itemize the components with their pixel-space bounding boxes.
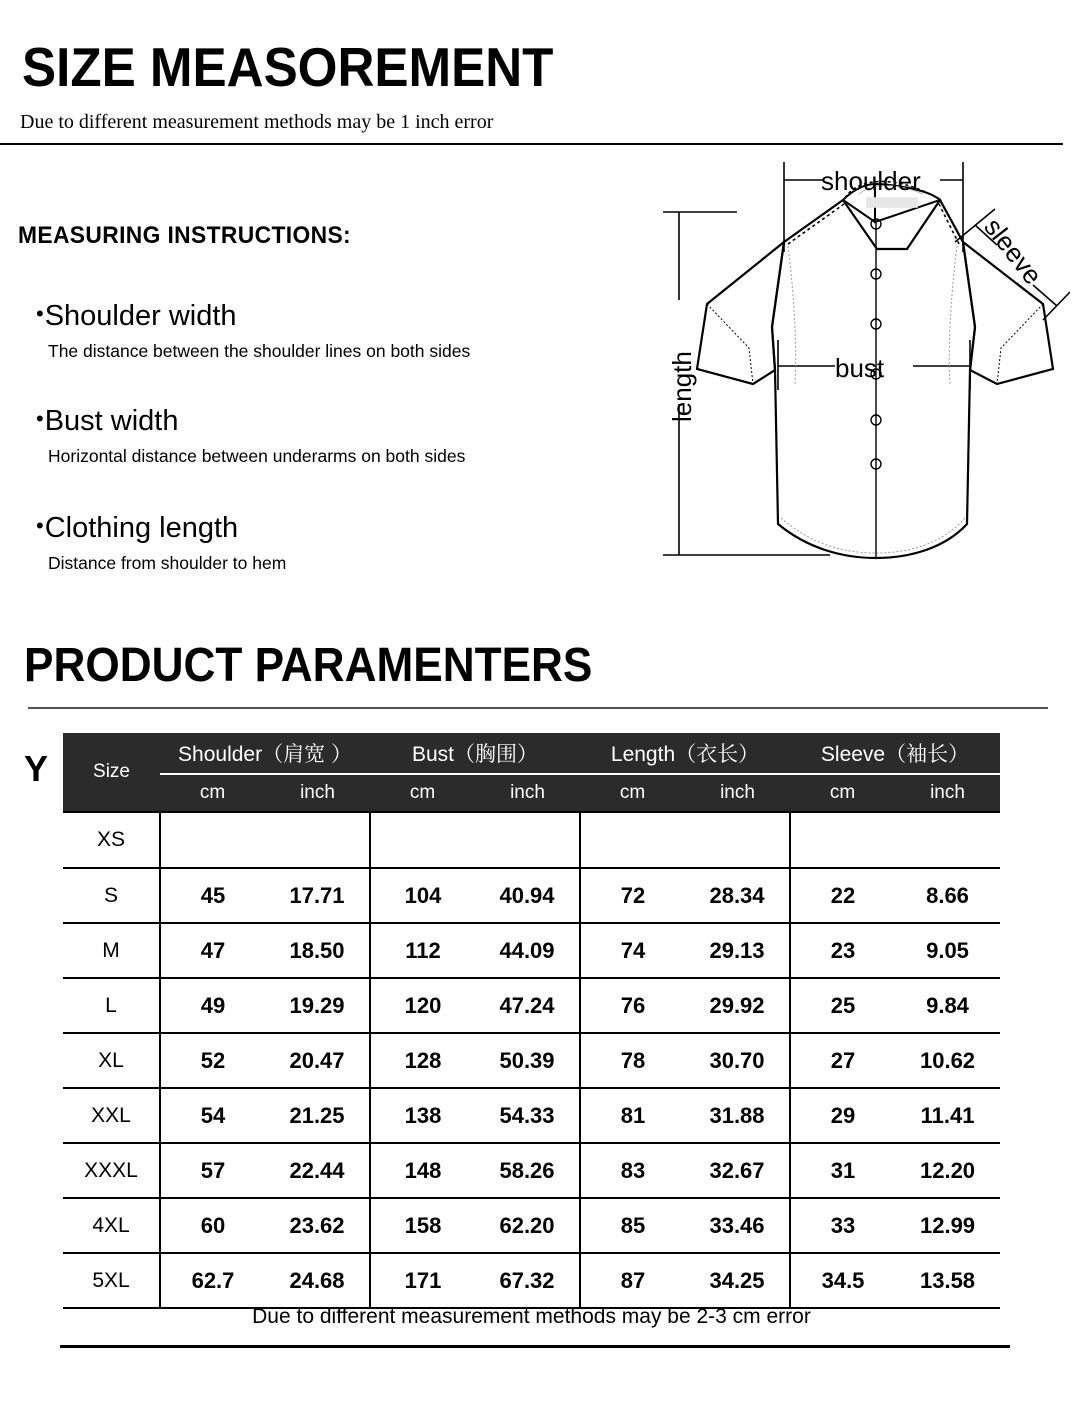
cell-length-cm: 76 <box>580 978 685 1033</box>
cell-sleeve-inch: 12.99 <box>895 1198 1000 1253</box>
hem-seam <box>781 518 965 553</box>
cell-length-inch <box>685 812 790 868</box>
cell-size: XS <box>63 812 160 868</box>
left-sleeve-cuff <box>707 304 753 384</box>
cell-shoulder-cm: 49 <box>160 978 265 1033</box>
cell-shoulder-inch: 21.25 <box>265 1088 370 1143</box>
cell-size: XXL <box>63 1088 160 1143</box>
table-row <box>63 1088 1000 1143</box>
instruction-title <box>36 407 465 436</box>
cell-shoulder-cm: 54 <box>160 1088 265 1143</box>
header-group-bust: Bust（胸围） <box>370 733 580 774</box>
cell-size: L <box>63 978 160 1033</box>
product-parameters-heading: PRODUCT PARAMENTERS <box>24 639 593 692</box>
instruction-title-text: Clothing length <box>44 512 239 544</box>
cell-length-inch: 33.46 <box>685 1198 790 1253</box>
cell-sleeve-cm: 27 <box>790 1033 895 1088</box>
shoulder-seam-right <box>939 204 959 244</box>
cell-length-cm: 81 <box>580 1088 685 1143</box>
cell-sleeve-inch: 9.84 <box>895 978 1000 1033</box>
cell-bust-cm: 120 <box>370 978 475 1033</box>
cell-size: 5XL <box>63 1253 160 1308</box>
cell-shoulder-cm: 52 <box>160 1033 265 1088</box>
cell-length-inch: 28.34 <box>685 868 790 923</box>
cell-shoulder-inch: 18.50 <box>265 923 370 978</box>
sleeve-dim-line-b <box>1033 285 1057 306</box>
cell-bust-inch <box>475 812 580 868</box>
header-unit-sleeve-inch: inch <box>895 774 1000 812</box>
table-row <box>63 1033 1000 1088</box>
cell-length-cm: 85 <box>580 1198 685 1253</box>
instruction-item-bust <box>36 407 465 466</box>
table-header-unit-row <box>63 774 1000 812</box>
sleeve-label: sleeve <box>978 212 1049 290</box>
cell-shoulder-cm: 57 <box>160 1143 265 1198</box>
cell-shoulder-cm: 62.7 <box>160 1253 265 1308</box>
right-sleeve-cuff <box>997 304 1043 384</box>
cell-shoulder-cm: 47 <box>160 923 265 978</box>
cell-length-inch: 30.70 <box>685 1033 790 1088</box>
cell-shoulder-inch: 24.68 <box>265 1253 370 1308</box>
cell-bust-cm: 138 <box>370 1088 475 1143</box>
cell-shoulder-cm: 60 <box>160 1198 265 1253</box>
cell-sleeve-inch: 8.66 <box>895 868 1000 923</box>
header-unit-sleeve-cm: cm <box>790 774 895 812</box>
header-group-length: Length（衣长） <box>580 733 790 774</box>
cell-bust-cm: 171 <box>370 1253 475 1308</box>
cell-bust-inch: 50.39 <box>475 1033 580 1088</box>
cell-sleeve-cm: 23 <box>790 923 895 978</box>
instruction-item-shoulder <box>36 302 470 361</box>
bullet-icon: • <box>36 513 44 538</box>
cell-shoulder-inch: 17.71 <box>265 868 370 923</box>
cell-sleeve-cm: 22 <box>790 868 895 923</box>
instruction-title-text: Bust width <box>44 405 179 437</box>
cell-bust-inch: 47.24 <box>475 978 580 1033</box>
header-group-sleeve: Sleeve（袖长） <box>790 733 1000 774</box>
cell-bust-cm: 112 <box>370 923 475 978</box>
header-divider <box>0 143 1063 145</box>
left-sleeve <box>697 242 784 384</box>
cell-bust-cm: 148 <box>370 1143 475 1198</box>
cell-sleeve-inch <box>895 812 1000 868</box>
cell-shoulder-inch: 22.44 <box>265 1143 370 1198</box>
shoulder-label: shoulder <box>821 166 921 196</box>
cell-bust-inch: 62.20 <box>475 1198 580 1253</box>
cell-bust-cm: 128 <box>370 1033 475 1088</box>
page-bottom-divider <box>60 1345 1010 1348</box>
shoulder-seam-left <box>788 204 844 244</box>
page-title: SIZE MEASOREMENT <box>22 36 554 98</box>
collar-stand <box>867 198 917 207</box>
instruction-description: Distance from shoulder to hem <box>48 553 287 573</box>
table-row <box>63 812 1000 868</box>
cell-length-cm: 74 <box>580 923 685 978</box>
size-table <box>63 733 1000 1309</box>
instructions-heading: MEASURING INSTRUCTIONS: <box>18 222 352 249</box>
header-unit-shoulder-inch: inch <box>265 774 370 812</box>
cell-bust-cm: 104 <box>370 868 475 923</box>
cell-length-inch: 29.13 <box>685 923 790 978</box>
cell-length-inch: 34.25 <box>685 1253 790 1308</box>
cell-bust-inch: 58.26 <box>475 1143 580 1198</box>
shirt-diagram <box>645 152 1070 567</box>
table-row <box>63 1253 1000 1308</box>
cell-shoulder-cm <box>160 812 265 868</box>
header-unit-length-cm: cm <box>580 774 685 812</box>
instruction-item-length <box>36 514 286 573</box>
header-unit-bust-cm: cm <box>370 774 475 812</box>
cell-length-cm: 83 <box>580 1143 685 1198</box>
cell-length-inch: 31.88 <box>685 1088 790 1143</box>
table-row <box>63 868 1000 923</box>
y-marker: Y <box>24 748 49 789</box>
cell-length-inch: 32.67 <box>685 1143 790 1198</box>
size-table-body <box>63 812 1000 1308</box>
size-table-head <box>63 733 1000 812</box>
cell-bust-cm: 158 <box>370 1198 475 1253</box>
cell-bust-cm <box>370 812 475 868</box>
cell-sleeve-cm <box>790 812 895 868</box>
cell-size: 4XL <box>63 1198 160 1253</box>
instruction-description: The distance between the shoulder lines on both sides <box>48 341 471 361</box>
instruction-title <box>36 514 286 543</box>
cell-sleeve-inch: 12.20 <box>895 1143 1000 1198</box>
cell-sleeve-cm: 33 <box>790 1198 895 1253</box>
cell-length-cm <box>580 812 685 868</box>
table-footnote: Due to different measurement methods may be 2-3 cm error <box>252 1305 811 1328</box>
instruction-title-text: Shoulder width <box>44 300 237 332</box>
cell-sleeve-cm: 34.5 <box>790 1253 895 1308</box>
cell-sleeve-cm: 25 <box>790 978 895 1033</box>
cell-size: S <box>63 868 160 923</box>
instruction-title <box>36 302 470 331</box>
length-label: length <box>667 351 697 422</box>
cell-shoulder-inch <box>265 812 370 868</box>
cell-length-inch: 29.92 <box>685 978 790 1033</box>
product-parameters-divider <box>28 707 1048 709</box>
cell-bust-inch: 54.33 <box>475 1088 580 1143</box>
table-header-group-row <box>63 733 1000 774</box>
cell-length-cm: 78 <box>580 1033 685 1088</box>
armhole-seam-left <box>788 246 796 384</box>
table-row <box>63 1198 1000 1253</box>
table-row <box>63 1143 1000 1198</box>
table-row <box>63 978 1000 1033</box>
bullet-icon: • <box>36 301 44 326</box>
cell-bust-inch: 67.32 <box>475 1253 580 1308</box>
table-row <box>63 923 1000 978</box>
header-size: Size <box>63 733 160 812</box>
cell-sleeve-cm: 29 <box>790 1088 895 1143</box>
bust-label: bust <box>835 353 885 383</box>
cell-size: M <box>63 923 160 978</box>
cell-length-cm: 87 <box>580 1253 685 1308</box>
armhole-seam-right <box>949 246 957 384</box>
cell-sleeve-inch: 10.62 <box>895 1033 1000 1088</box>
header-unit-shoulder-cm: cm <box>160 774 265 812</box>
bullet-icon: • <box>36 406 44 431</box>
cell-shoulder-inch: 19.29 <box>265 978 370 1033</box>
cell-shoulder-inch: 23.62 <box>265 1198 370 1253</box>
cell-sleeve-inch: 11.41 <box>895 1088 1000 1143</box>
header-group-shoulder: Shoulder（肩宽 ） <box>160 733 370 774</box>
cell-size: XL <box>63 1033 160 1088</box>
size-table-container <box>63 733 1000 1309</box>
cell-sleeve-cm: 31 <box>790 1143 895 1198</box>
instruction-description: Horizontal distance between underarms on both sides <box>48 446 466 466</box>
header-unit-bust-inch: inch <box>475 774 580 812</box>
cell-shoulder-inch: 20.47 <box>265 1033 370 1088</box>
header-unit-length-inch: inch <box>685 774 790 812</box>
page-subtitle: Due to different measurement methods may be 1 inch error <box>20 111 494 133</box>
cell-bust-inch: 44.09 <box>475 923 580 978</box>
cell-size: XXXL <box>63 1143 160 1198</box>
cell-shoulder-cm: 45 <box>160 868 265 923</box>
cell-sleeve-inch: 13.58 <box>895 1253 1000 1308</box>
cell-length-cm: 72 <box>580 868 685 923</box>
cell-sleeve-inch: 9.05 <box>895 923 1000 978</box>
cell-bust-inch: 40.94 <box>475 868 580 923</box>
